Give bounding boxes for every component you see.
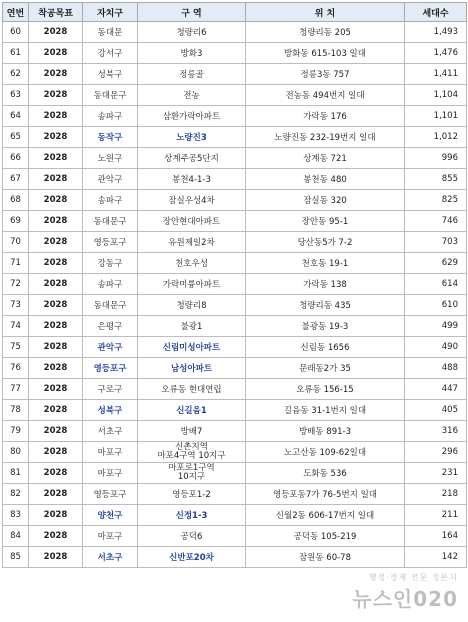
cell-year: 2028	[29, 85, 83, 106]
cell-year: 2028	[29, 526, 83, 547]
cell-year: 2028	[29, 484, 83, 505]
cell-units: 703	[405, 232, 467, 253]
cell-no: 66	[3, 148, 29, 169]
cell-year: 2028	[29, 547, 83, 568]
table-body	[3, 22, 467, 568]
cell-location: 당산동5가 7-2	[246, 232, 405, 253]
cell-year: 2028	[29, 148, 83, 169]
cell-location: 가락동 138	[246, 274, 405, 295]
table-row	[3, 316, 467, 337]
cell-location: 봉천동 480	[246, 169, 405, 190]
cell-location: 공덕동 105-219	[246, 526, 405, 547]
table-row	[3, 337, 467, 358]
cell-location: 노량진동 232-19번지 일대	[246, 127, 405, 148]
cell-location: 영등포동7가 76-5번지 일대	[246, 484, 405, 505]
cell-no: 73	[3, 295, 29, 316]
cell-no: 65	[3, 127, 29, 148]
cell-zone: 상계주공5단지	[138, 148, 246, 169]
cell-district: 마포구	[83, 463, 138, 484]
cell-zone: 청량리6	[138, 22, 246, 43]
table-row	[3, 379, 467, 400]
cell-year: 2028	[29, 211, 83, 232]
cell-district: 강서구	[83, 43, 138, 64]
cell-units: 231	[405, 463, 467, 484]
cell-no: 85	[3, 547, 29, 568]
cell-no: 69	[3, 211, 29, 232]
cell-units: 614	[405, 274, 467, 295]
cell-units: 142	[405, 547, 467, 568]
cell-year: 2028	[29, 337, 83, 358]
cell-zone: 신림미성아파트	[138, 337, 246, 358]
cell-district: 영등포구	[83, 484, 138, 505]
cell-year: 2028	[29, 169, 83, 190]
cell-district: 구로구	[83, 379, 138, 400]
table-row	[3, 169, 467, 190]
cell-location: 불광동 19-3	[246, 316, 405, 337]
table-row	[3, 211, 467, 232]
cell-no: 71	[3, 253, 29, 274]
watermark-tagline: 행정·경제 전문 정론지	[368, 573, 458, 582]
header-location: 위 치	[246, 3, 405, 22]
cell-zone: 정릉골	[138, 64, 246, 85]
cell-no: 77	[3, 379, 29, 400]
cell-zone: 신반포20차	[138, 547, 246, 568]
cell-zone: 영등포1-2	[138, 484, 246, 505]
header-start-target: 착공목표	[29, 3, 83, 22]
cell-zone: 봉천4-1-3	[138, 169, 246, 190]
cell-units: 1,012	[405, 127, 467, 148]
cell-district: 송파구	[83, 274, 138, 295]
table-row	[3, 274, 467, 295]
cell-location: 잠원동 60-78	[246, 547, 405, 568]
cell-units: 296	[405, 442, 467, 463]
cell-zone: 전농	[138, 85, 246, 106]
cell-no: 67	[3, 169, 29, 190]
cell-zone: 천호우성	[138, 253, 246, 274]
cell-year: 2028	[29, 64, 83, 85]
cell-district: 서초구	[83, 547, 138, 568]
cell-no: 62	[3, 64, 29, 85]
cell-units: 447	[405, 379, 467, 400]
table-row	[3, 64, 467, 85]
cell-year: 2028	[29, 463, 83, 484]
table-row	[3, 127, 467, 148]
cell-location: 전농동 494번지 일대	[246, 85, 405, 106]
cell-year: 2028	[29, 22, 83, 43]
cell-units: 164	[405, 526, 467, 547]
header-row	[3, 3, 467, 22]
cell-district: 마포구	[83, 526, 138, 547]
table-row	[3, 463, 467, 484]
table-row	[3, 421, 467, 442]
cell-district: 동작구	[83, 127, 138, 148]
cell-units: 1,101	[405, 106, 467, 127]
cell-units: 1,411	[405, 64, 467, 85]
cell-units: 405	[405, 400, 467, 421]
cell-no: 72	[3, 274, 29, 295]
table-row	[3, 106, 467, 127]
cell-location: 문래동2가 35	[246, 358, 405, 379]
cell-units: 855	[405, 169, 467, 190]
cell-no: 63	[3, 85, 29, 106]
cell-no: 84	[3, 526, 29, 547]
cell-units: 996	[405, 148, 467, 169]
cell-zone: 잠실우성4차	[138, 190, 246, 211]
cell-district: 동대문구	[83, 85, 138, 106]
cell-location: 청량리동 435	[246, 295, 405, 316]
cell-year: 2028	[29, 274, 83, 295]
cell-year: 2028	[29, 442, 83, 463]
cell-location: 정릉3동 757	[246, 64, 405, 85]
cell-zone: 불광1	[138, 316, 246, 337]
table-row	[3, 85, 467, 106]
cell-zone: 방화3	[138, 43, 246, 64]
cell-location: 오류동 156-15	[246, 379, 405, 400]
cell-district: 강동구	[83, 253, 138, 274]
cell-zone: 오류동 현대연립	[138, 379, 246, 400]
cell-year: 2028	[29, 421, 83, 442]
cell-year: 2028	[29, 316, 83, 337]
cell-zone: 장안현대아파트	[138, 211, 246, 232]
cell-year: 2028	[29, 505, 83, 526]
cell-year: 2028	[29, 295, 83, 316]
cell-no: 61	[3, 43, 29, 64]
cell-zone: 유원제일2차	[138, 232, 246, 253]
cell-units: 629	[405, 253, 467, 274]
cell-zone: 신촌지역 마포4구역 10지구	[138, 442, 246, 463]
header-district: 자치구	[83, 3, 138, 22]
redevelopment-table	[2, 2, 467, 568]
cell-no: 81	[3, 463, 29, 484]
table-row	[3, 484, 467, 505]
cell-district: 성북구	[83, 400, 138, 421]
watermark-logo: 뉴스인020	[352, 587, 458, 611]
header-units: 세대수	[405, 3, 467, 22]
cell-units: 211	[405, 505, 467, 526]
table-row	[3, 547, 467, 568]
cell-units: 490	[405, 337, 467, 358]
cell-district: 관악구	[83, 337, 138, 358]
cell-location: 방화동 615-103 일대	[246, 43, 405, 64]
table-row	[3, 190, 467, 211]
cell-location: 상계동 721	[246, 148, 405, 169]
cell-no: 82	[3, 484, 29, 505]
cell-location: 노고산동 109-62일대	[246, 442, 405, 463]
cell-no: 76	[3, 358, 29, 379]
cell-district: 동대문	[83, 22, 138, 43]
cell-district: 관악구	[83, 169, 138, 190]
cell-units: 316	[405, 421, 467, 442]
table-row	[3, 505, 467, 526]
cell-district: 송파구	[83, 190, 138, 211]
cell-no: 80	[3, 442, 29, 463]
cell-units: 218	[405, 484, 467, 505]
cell-district: 마포구	[83, 442, 138, 463]
cell-zone: 공덕6	[138, 526, 246, 547]
cell-zone: 노량진3	[138, 127, 246, 148]
cell-location: 도화동 536	[246, 463, 405, 484]
cell-units: 488	[405, 358, 467, 379]
cell-no: 79	[3, 421, 29, 442]
table-row	[3, 358, 467, 379]
table-row	[3, 253, 467, 274]
cell-units: 1,493	[405, 22, 467, 43]
header-zone: 구 역	[138, 3, 246, 22]
table-row	[3, 232, 467, 253]
table-row	[3, 295, 467, 316]
cell-zone: 가락미륭아파트	[138, 274, 246, 295]
cell-no: 83	[3, 505, 29, 526]
cell-year: 2028	[29, 358, 83, 379]
cell-district: 동대문구	[83, 295, 138, 316]
cell-units: 825	[405, 190, 467, 211]
cell-year: 2028	[29, 43, 83, 64]
cell-no: 60	[3, 22, 29, 43]
table-row	[3, 43, 467, 64]
cell-zone: 신길음1	[138, 400, 246, 421]
cell-district: 송파구	[83, 106, 138, 127]
cell-zone: 마포로1구역 10지구	[138, 463, 246, 484]
cell-location: 신월2동 606-17번지 일대	[246, 505, 405, 526]
cell-no: 64	[3, 106, 29, 127]
cell-location: 잠실동 320	[246, 190, 405, 211]
cell-year: 2028	[29, 379, 83, 400]
cell-location: 신림동 1656	[246, 337, 405, 358]
cell-units: 1,104	[405, 85, 467, 106]
cell-district: 성북구	[83, 64, 138, 85]
cell-no: 75	[3, 337, 29, 358]
table-row	[3, 148, 467, 169]
table-row	[3, 400, 467, 421]
cell-zone: 청량리8	[138, 295, 246, 316]
cell-no: 70	[3, 232, 29, 253]
table-row	[3, 22, 467, 43]
cell-year: 2028	[29, 106, 83, 127]
cell-units: 610	[405, 295, 467, 316]
cell-location: 방배동 891-3	[246, 421, 405, 442]
cell-no: 68	[3, 190, 29, 211]
cell-units: 1,476	[405, 43, 467, 64]
cell-location: 청량리동 205	[246, 22, 405, 43]
cell-zone: 신정1-3	[138, 505, 246, 526]
cell-year: 2028	[29, 127, 83, 148]
news-watermark	[352, 572, 458, 612]
cell-zone: 남성아파트	[138, 358, 246, 379]
cell-year: 2028	[29, 400, 83, 421]
cell-year: 2028	[29, 253, 83, 274]
cell-location: 길음동 31-1번지 일대	[246, 400, 405, 421]
cell-district: 은평구	[83, 316, 138, 337]
cell-district: 노원구	[83, 148, 138, 169]
cell-district: 영등포구	[83, 358, 138, 379]
cell-no: 74	[3, 316, 29, 337]
cell-district: 동대문구	[83, 211, 138, 232]
table-row	[3, 442, 467, 463]
cell-units: 746	[405, 211, 467, 232]
cell-year: 2028	[29, 190, 83, 211]
cell-district: 서초구	[83, 421, 138, 442]
cell-district: 양천구	[83, 505, 138, 526]
cell-location: 천호동 19-1	[246, 253, 405, 274]
cell-no: 78	[3, 400, 29, 421]
cell-location: 장안동 95-1	[246, 211, 405, 232]
cell-year: 2028	[29, 232, 83, 253]
cell-zone: 삼환가락아파트	[138, 106, 246, 127]
cell-zone: 방배7	[138, 421, 246, 442]
header-no: 연번	[3, 3, 29, 22]
cell-location: 가락동 176	[246, 106, 405, 127]
cell-district: 영등포구	[83, 232, 138, 253]
table-row	[3, 526, 467, 547]
cell-units: 499	[405, 316, 467, 337]
